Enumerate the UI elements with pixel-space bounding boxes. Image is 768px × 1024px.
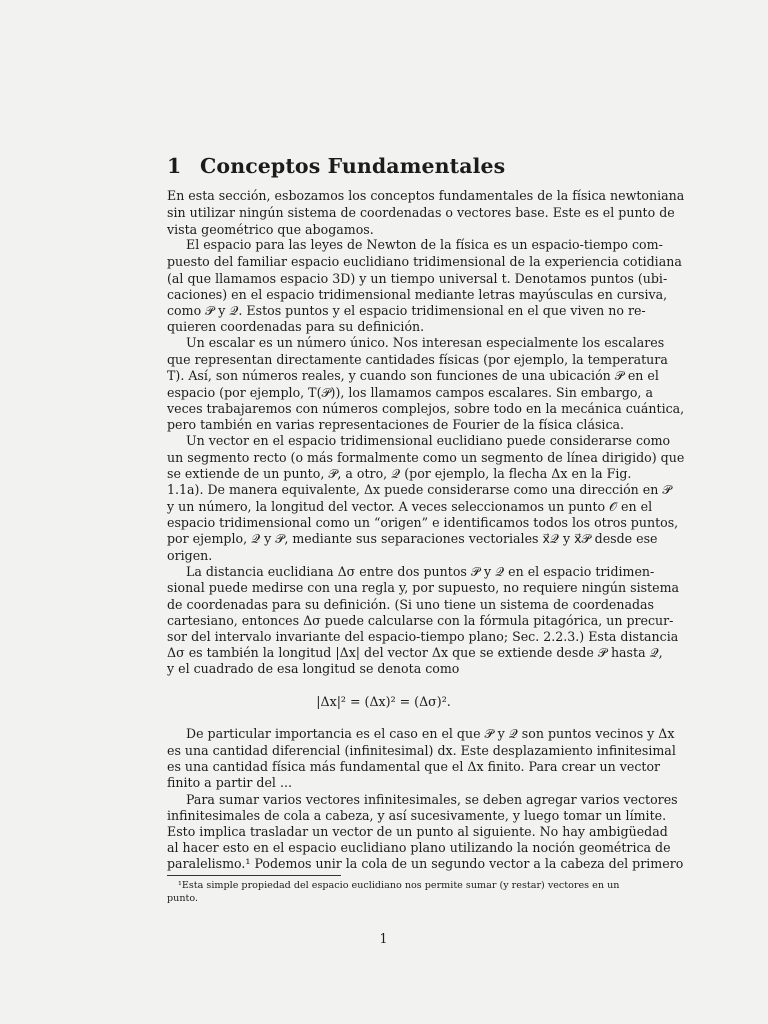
displayed-equation: |Δx|² = (Δx)² = (Δσ)². [316,694,451,709]
footnote-line: punto. [167,893,199,904]
body-line: Para sumar varios vectores infinitesimales, se deben agregar varios vectores [186,792,678,807]
section-heading [167,154,505,178]
body-line: 1.1a). De manera equivalente, Δx puede considerarse como una dirección en 𝒫 [167,482,672,497]
body-line: es una cantidad diferencial (infinitesimal) dx. Este desplazamiento infinitesimal [167,743,676,758]
body-line: Un escalar es un número único. Nos interesan especialmente los escalares [186,335,665,350]
body-line: Esto implica trasladar un vector de un punto al siguiente. No hay ambigüedad [167,824,668,839]
body-line: Δσ es también la longitud |Δx| del vector Δx que se extiende desde 𝒫 hasta 𝒬, [167,645,663,660]
body-line: como 𝒫 y 𝒬. Estos puntos y el espacio tridimensional en el que viven no re- [167,303,646,318]
body-line: quieren coordenadas para su definición. [167,319,425,334]
body-line: sin utilizar ningún sistema de coordenadas o vectores base. Este es el punto de [167,205,675,220]
body-line: y el cuadrado de esa longitud se denota como [167,661,460,676]
body-line: por ejemplo, 𝒬 y 𝒫, mediante sus separaciones vectoriales x⃗𝒬 y x⃗𝒫 desde ese [167,531,658,546]
body-line: veces trabajaremos con números complejos, sobre todo en la mecánica cuántica, [167,401,685,416]
body-line: caciones) en el espacio tridimensional mediante letras mayúsculas en cursiva, [167,287,668,302]
section-number: 1 [167,154,182,178]
body-line: sional puede medirse con una regla y, por supuesto, no requiere ningún sistema [167,580,680,595]
body-line: vista geométrico que abogamos. [167,222,374,237]
body-line: paralelismo.¹ Podemos unir la cola de un segundo vector a la cabeza del primero [167,856,684,871]
body-line: T). Así, son números reales, y cuando son funciones de una ubicación 𝒫 en el [167,368,659,383]
body-line: finito a partir del ... [167,775,292,790]
body-line: se extiende de un punto, 𝒫, a otro, 𝒬 (por ejemplo, la flecha Δx en la Fig. [167,466,632,481]
page-number: 1 [379,931,388,946]
body-line: un segmento recto (o más formalmente como un segmento de línea dirigido) que [167,450,685,465]
body-line: espacio tridimensional como un “origen” e identificamos todos los otros puntos, [167,515,679,530]
body-line: puesto del familiar espacio euclidiano tridimensional de la experiencia cotidiana [167,254,682,269]
footnote-line: ¹Esta simple propiedad del espacio euclidiano nos permite sumar (y restar) vectores en un [178,880,620,891]
body-line: En esta sección, esbozamos los conceptos fundamentales de la física newtoniana [167,188,685,203]
body-line: Un vector en el espacio tridimensional euclidiano puede considerarse como [186,433,671,448]
body-line: origen. [167,548,213,563]
footnote-rule [167,875,341,876]
body-line: de coordenadas para su definición. (Si uno tiene un sistema de coordenadas [167,597,654,612]
body-line: al hacer esto en el espacio euclidiano plano utilizando la noción geométrica de [167,840,671,855]
body-line: infinitesimales de cola a cabeza, y así sucesivamente, y luego tomar un límite. [167,808,667,823]
body-line: que representan directamente cantidades físicas (por ejemplo, la temperatura [167,352,668,367]
section-title: Conceptos Fundamentales [200,154,506,178]
body-line: sor del intervalo invariante del espacio-tiempo plano; Sec. 2.2.3.) Esta distancia [167,629,679,644]
body-line: De particular importancia es el caso en el que 𝒫 y 𝒬 son puntos vecinos y Δx [186,726,675,741]
body-line: cartesiano, entonces Δσ puede calcularse con la fórmula pitagórica, un precur- [167,613,674,628]
body-line: pero también en varias representaciones de Fourier de la física clásica. [167,417,625,432]
body-line: espacio (por ejemplo, T(𝒫)), los llamamos campos escalares. Sin embargo, a [167,385,653,400]
body-line: La distancia euclidiana Δσ entre dos puntos 𝒫 y 𝒬 en el espacio tridimen- [186,564,655,579]
body-line: es una cantidad física más fundamental que el Δx finito. Para crear un vector [167,759,661,774]
body-line: (al que llamamos espacio 3D) y un tiempo universal t. Denotamos puntos (ubi- [167,271,668,286]
body-line: El espacio para las leyes de Newton de la física es un espacio-tiempo com- [186,237,663,252]
body-line: y un número, la longitud del vector. A veces seleccionamos un punto 𝒪 en el [167,499,653,514]
